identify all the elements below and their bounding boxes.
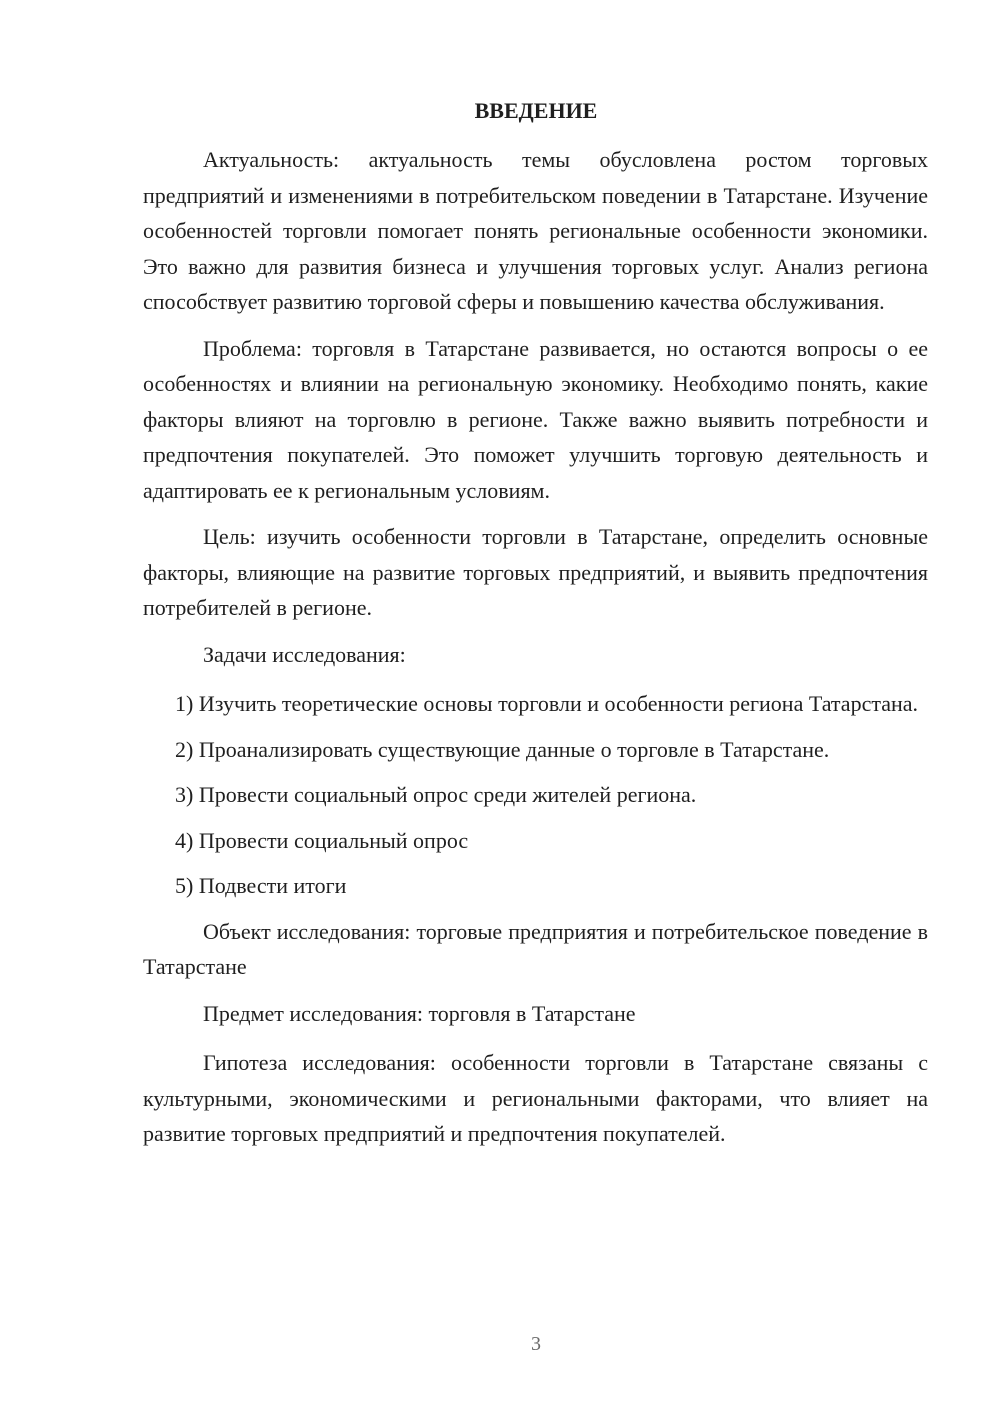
list-item: 1) Изучить теоретические основы торговли и особенности региона Татарстана. bbox=[175, 691, 919, 716]
relevance-paragraph: Актуальность: актуальность темы обусловлена ростом торговых предприятий и изменениями в потребительском поведении в Татарстане. Изучение особенностей торговли помогает понять региональные особенности экономики. Это важно для развития бизнеса и улучшения торговых услуг. Анализ региона способствует развитию торговой сферы и повышению качества обслуживания. bbox=[143, 147, 928, 314]
list-item: 4) Провести социальный опрос bbox=[175, 827, 469, 853]
object-paragraph: Объект исследования: торговые предприятия и потребительское поведение в Татарстане bbox=[143, 918, 928, 979]
body-text bbox=[143, 142, 928, 1163]
list-item: 5) Подвести итоги bbox=[175, 873, 347, 898]
page-number: 3 bbox=[531, 1333, 541, 1355]
list-item: 3) Провести социальный опрос среди жителей региона. bbox=[175, 782, 697, 807]
list-item: 2) Проанализировать существующие данные о торговле в Татарстане. bbox=[175, 736, 830, 762]
hypothesis-paragraph: Гипотеза исследования: особенности торговли в Татарстане связаны с культурными, экономическими и региональными факторами, что влияет на развитие торговых предприятий и предпочтения покупателей. bbox=[143, 1050, 928, 1146]
tasks-heading: Задачи исследования: bbox=[203, 641, 406, 667]
subject-paragraph: Предмет исследования: торговля в Татарстане bbox=[203, 1000, 636, 1026]
tasks-list bbox=[143, 686, 928, 904]
problem-paragraph: Проблема: торговля в Татарстане развивается, но остаются вопросы о ее особенностях и влиянии на региональную экономику. Необходимо понять, какие факторы влияют на торговлю в регионе. Также важно выявить потребности и предпочтения покупателей. Это поможет улучшить торговую деятельность и адаптировать ее к региональным условиям. bbox=[143, 335, 928, 503]
goal-paragraph: Цель: изучить особенности торговли в Татарстане, определить основные факторы, влияющие на развитие торговых предприятий, и выявить предпочтения потребителей в регионе. bbox=[143, 524, 928, 620]
page-title: ВВЕДЕНИЕ bbox=[474, 98, 598, 123]
